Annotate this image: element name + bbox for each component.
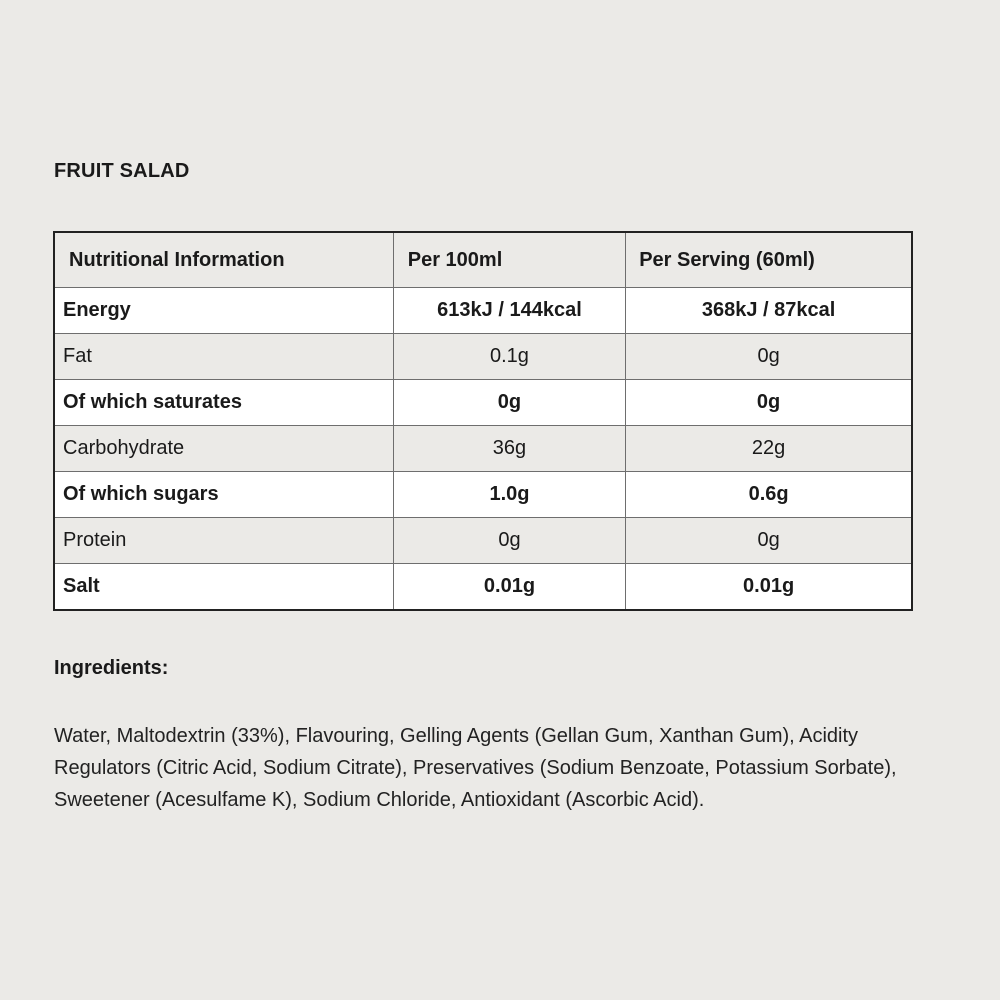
header-per-serving: Per Serving (60ml) — [626, 232, 912, 288]
table-row-energy — [54, 288, 912, 334]
ingredients-text: Water, Maltodextrin (33%), Flavouring, Gelling Agents (Gellan Gum, Xanthan Gum), Acidity Regulators (Citric Acid, Sodium Citrate), Preservatives (Sodium Benzoate, Potassium Sorbate), Sweetener (Acesulfame K), Sodium Chloride, Antioxidant (Ascorbic Acid). — [54, 725, 897, 811]
row-per-100ml: 0g — [393, 380, 625, 426]
table-row-sugars — [54, 472, 912, 518]
ingredients-heading: Ingredients: — [54, 657, 169, 679]
row-per-serving: 0g — [626, 518, 912, 564]
row-label: Carbohydrate — [54, 426, 393, 472]
row-per-100ml: 0.1g — [393, 334, 625, 380]
row-per-serving: 22g — [626, 426, 912, 472]
row-per-100ml: 0.01g — [393, 564, 625, 611]
header-per-100ml: Per 100ml — [393, 232, 625, 288]
row-per-100ml: 0g — [393, 518, 625, 564]
table-row-saturates — [54, 380, 912, 426]
row-per-serving: 0g — [626, 380, 912, 426]
row-per-serving: 368kJ / 87kcal — [626, 288, 912, 334]
row-per-serving: 0.01g — [626, 564, 912, 611]
nutrition-table-header-row — [54, 232, 912, 288]
row-per-serving: 0g — [626, 334, 912, 380]
row-per-serving: 0.6g — [626, 472, 912, 518]
table-row-salt — [54, 564, 912, 611]
row-label: Fat — [54, 334, 393, 380]
table-row-protein — [54, 518, 912, 564]
row-label: Of which sugars — [54, 472, 393, 518]
row-label: Protein — [54, 518, 393, 564]
row-per-100ml: 36g — [393, 426, 625, 472]
product-title: FRUIT SALAD — [54, 160, 190, 182]
table-row-fat — [54, 334, 912, 380]
row-per-100ml: 613kJ / 144kcal — [393, 288, 625, 334]
nutrition-table — [53, 231, 913, 611]
row-per-100ml: 1.0g — [393, 472, 625, 518]
row-label: Of which saturates — [54, 380, 393, 426]
table-row-carbohydrate — [54, 426, 912, 472]
header-nutritional-information: Nutritional Information — [54, 232, 393, 288]
row-label: Energy — [54, 288, 393, 334]
row-label: Salt — [54, 564, 393, 611]
